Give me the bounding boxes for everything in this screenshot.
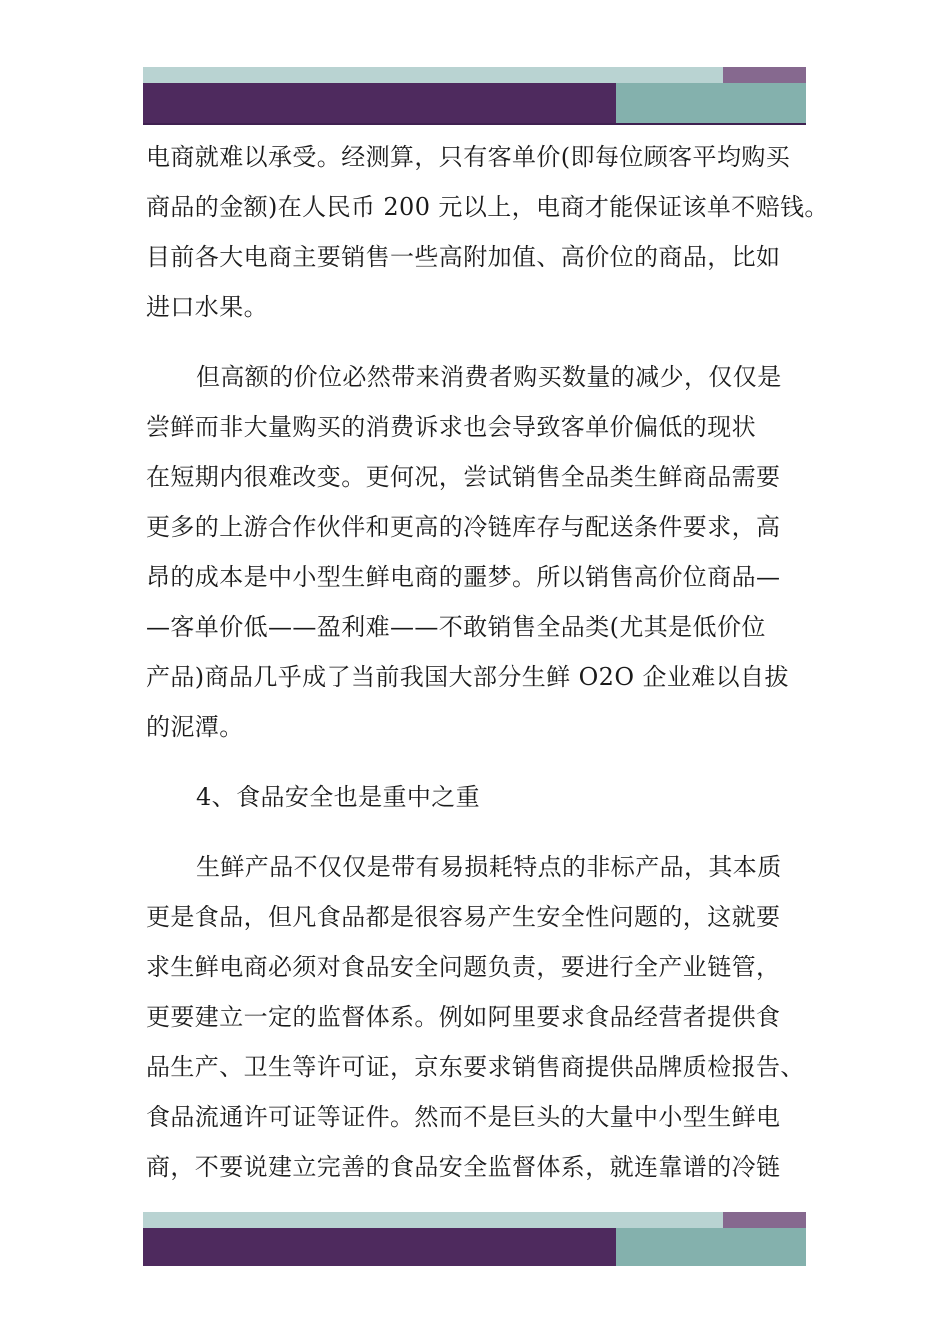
paragraph-line: 商，不要说建立完善的食品安全监督体系，就连靠谱的冷链	[146, 1153, 781, 1181]
paragraph-line: 产品)商品几乎成了当前我国大部分生鲜 O2O 企业难以自拔	[146, 663, 789, 691]
footer-band-mauve-block	[723, 1212, 806, 1228]
document-body	[146, 132, 829, 1192]
header-divider	[143, 123, 806, 125]
paragraph-line: 品生产、卫生等许可证，京东要求销售商提供品牌质检报告、	[146, 1053, 805, 1081]
header-band-teal-block	[616, 83, 806, 123]
paragraph-line: 在短期内很难改变。更何况，尝试销售全品类生鲜商品需要	[146, 463, 781, 491]
paragraph-line: 食品流通许可证等证件。然而不是巨头的大量中小型生鲜电	[146, 1103, 781, 1131]
footer-band-teal-block	[616, 1228, 806, 1266]
paragraph-line: 昂的成本是中小型生鲜电商的噩梦。所以销售高价位商品—	[146, 563, 781, 591]
paragraph-line: —客单价低——盈利难——不敢销售全品类(尤其是低价位	[146, 613, 766, 641]
paragraph-spacer	[146, 752, 812, 772]
paragraph-line: 电商就难以承受。经测算，只有客单价(即每位顾客平均购买	[146, 143, 791, 171]
paragraph-line: 的泥潭。	[146, 713, 244, 741]
paragraph-line: 进口水果。	[146, 293, 268, 321]
paragraph-line: 尝鲜而非大量购买的消费诉求也会导致客单价偏低的现状	[146, 413, 756, 441]
paragraph	[146, 842, 812, 1192]
paragraph-line: 更要建立一定的监督体系。例如阿里要求食品经营者提供食	[146, 1003, 781, 1031]
paragraph-line: 商品的金额)在人民币 200 元以上，电商才能保证该单不赔钱。	[146, 193, 829, 221]
footer-band-purple-block	[143, 1228, 616, 1266]
paragraph	[146, 772, 812, 822]
paragraph-line: 更是食品，但凡食品都是很容易产生安全性问题的，这就要	[146, 903, 781, 931]
paragraph-line: 4、食品安全也是重中之重	[196, 783, 481, 811]
footer-band-light-strip	[143, 1212, 723, 1228]
header-decoration-band	[143, 67, 806, 123]
header-band-purple-block	[143, 83, 616, 123]
header-band-light-strip	[143, 67, 723, 83]
paragraph-spacer	[146, 332, 812, 352]
paragraph-spacer	[146, 822, 812, 842]
paragraph-line: 但高额的价位必然带来消费者购买数量的减少，仅仅是	[196, 363, 782, 391]
paragraph-line: 目前各大电商主要销售一些高附加值、高价位的商品，比如	[146, 243, 781, 271]
paragraph-line: 求生鲜电商必须对食品安全问题负责，要进行全产业链管，	[146, 953, 781, 981]
paragraph-line: 生鲜产品不仅仅是带有易损耗特点的非标产品，其本质	[196, 853, 782, 881]
footer-decoration-band	[143, 1212, 806, 1266]
header-band-mauve-block	[723, 67, 806, 83]
paragraph	[146, 132, 829, 332]
paragraph-line: 更多的上游合作伙伴和更高的冷链库存与配送条件要求，高	[146, 513, 781, 541]
paragraph	[146, 352, 812, 752]
